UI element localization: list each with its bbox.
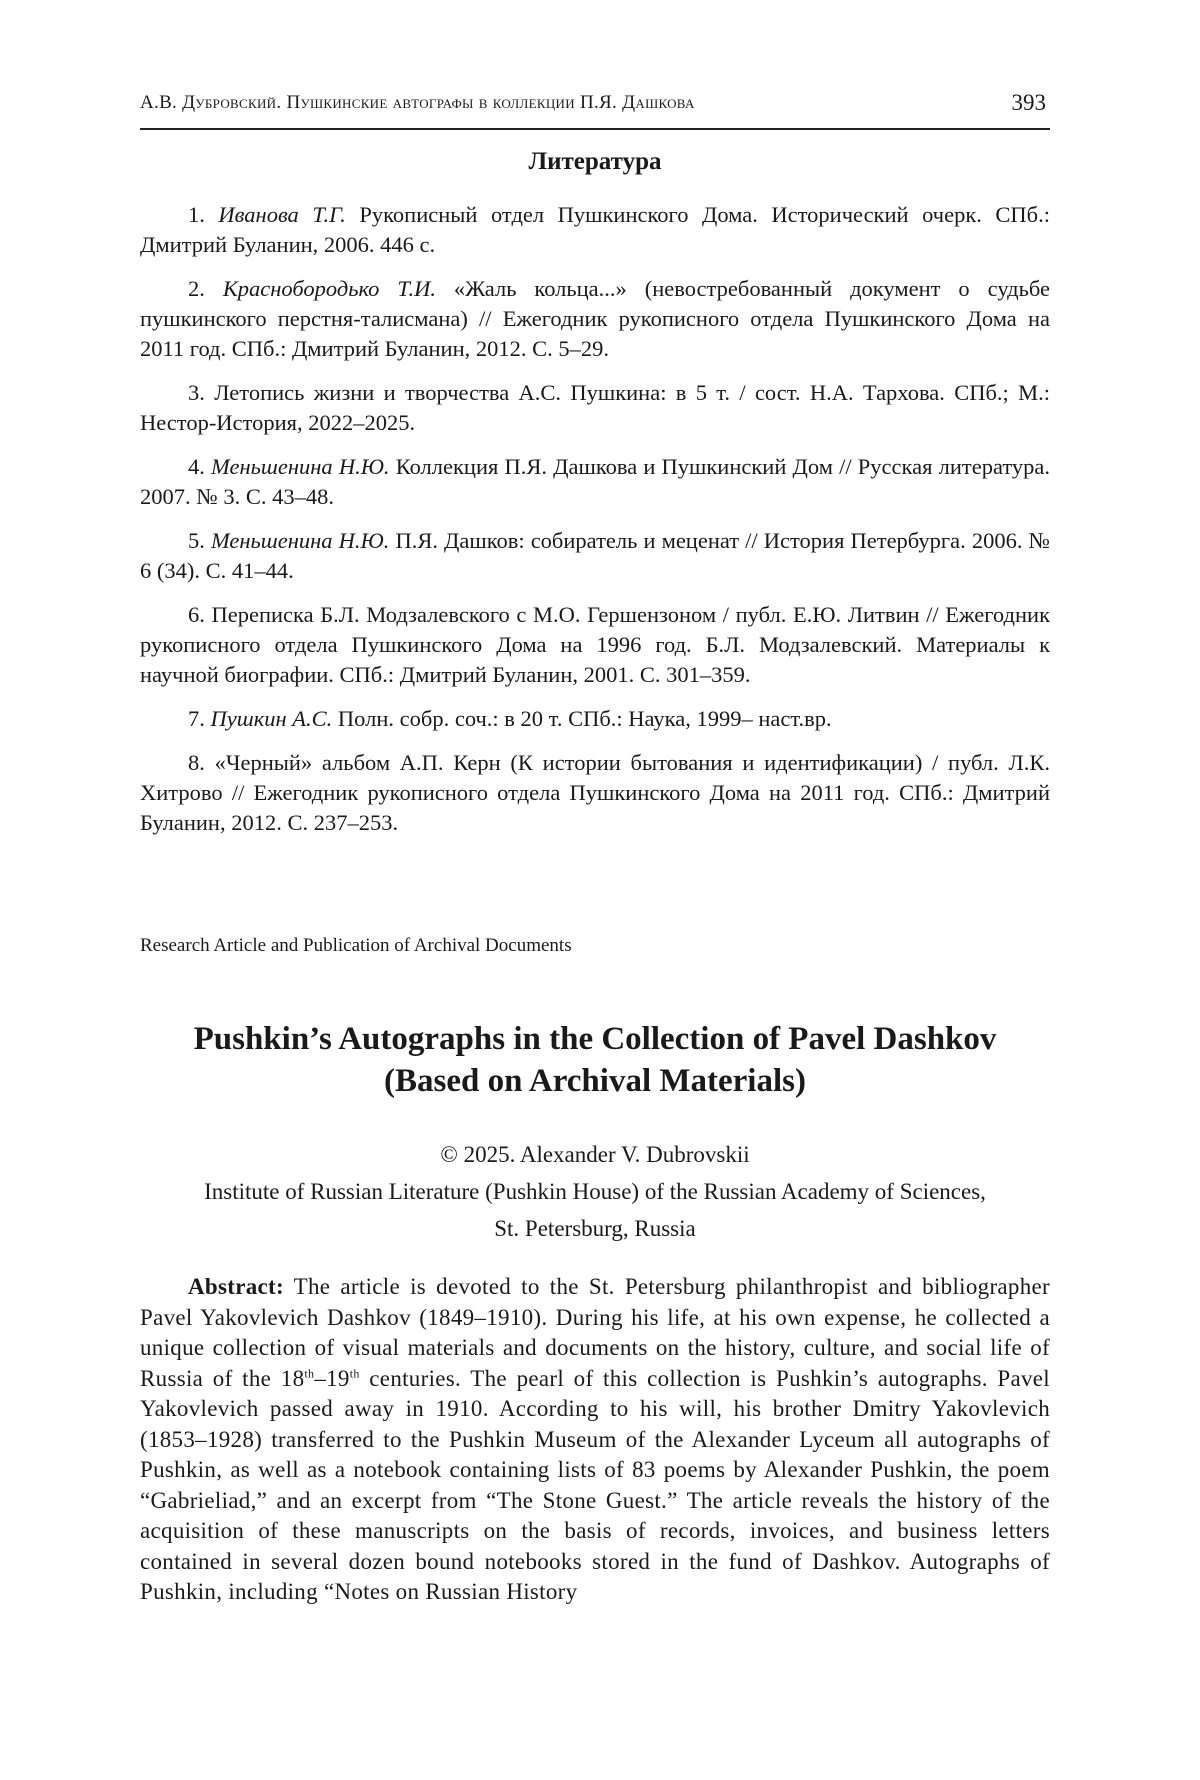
superscript: th xyxy=(304,1365,315,1380)
reference-author: Меньшенина Н.Ю. xyxy=(210,528,390,553)
reference-text: Летопись жизни и творчества А.С. Пушкина: в 5 т. / сост. Н.А. Тархова. СПб.; М.: Нестор-История, 2022–2025. xyxy=(140,380,1051,435)
reference-author: Краснобородько Т.И. xyxy=(222,276,436,301)
reference-number: 5. xyxy=(188,528,205,553)
reference-author: Меньшенина Н.Ю. xyxy=(211,454,390,479)
article-title xyxy=(140,1018,1050,1102)
abstract xyxy=(140,1272,1050,1608)
reference-list xyxy=(140,200,1050,852)
article-type-label: Research Article and Publication of Archival Documents xyxy=(140,935,572,956)
running-header xyxy=(140,92,1050,130)
reference-text: Рукописный отдел Пушкинского Дома. Исторический очерк. СПб.: Дмитрий Буланин, 2006. 446 с. xyxy=(140,202,1051,257)
reference-number: 4. xyxy=(188,454,205,479)
superscript: th xyxy=(349,1365,360,1380)
author-block xyxy=(140,1136,1050,1247)
reference-number: 1. xyxy=(188,202,205,227)
reference-number: 2. xyxy=(188,276,205,301)
abstract-text: The article is devoted to the St. Petersburg philanthropist and bibliographer Pavel Yakovlevich Dashkov (1849–1910). During his life, at his own expense, he collected a unique collection of visual materials and documents on the history, culture, and social life of Russia of the 18 xyxy=(140,1274,1050,1391)
reference-item xyxy=(140,378,1050,438)
abstract-text: –19 xyxy=(314,1365,350,1391)
running-title: А.В. Дубровский. Пушкинские автографы в коллекции П.Я. Дашкова xyxy=(140,92,695,113)
reference-item xyxy=(140,704,1050,734)
reference-text: П.Я. Дашков: собиратель и меценат // История Петербурга. 2006. № 6 (34). С. 41–44. xyxy=(140,528,1050,583)
reference-number: 7. xyxy=(188,706,205,731)
reference-number: 6. xyxy=(188,602,205,627)
reference-item xyxy=(140,200,1050,260)
reference-text: «Жаль кольца...» (невостребованный документ о судьбе пушкинского перстня-талисмана) // Ежегодник рукописного отдела Пушкинского Дома на 2011 год. СПб.: Дмитрий Буланин, 2012. С. 5–29. xyxy=(140,276,1051,361)
reference-author: Иванова Т.Г. xyxy=(218,202,346,227)
reference-text: Коллекция П.Я. Дашкова и Пушкинский Дом // Русская литература. 2007. № 3. С. 43–48. xyxy=(140,454,1050,509)
reference-item xyxy=(140,526,1050,586)
article-title-line: Pushkin’s Autographs in the Collection of Pavel Dashkov xyxy=(193,1021,997,1057)
reference-item xyxy=(140,600,1050,690)
reference-item xyxy=(140,452,1050,512)
page-number: 393 xyxy=(1011,90,1046,115)
reference-author: Пушкин А.С. xyxy=(210,706,333,731)
reference-item xyxy=(140,748,1050,838)
abstract-label: Abstract: xyxy=(188,1274,284,1299)
reference-item xyxy=(140,274,1050,364)
affiliation-line: Institute of Russian Literature (Pushkin House) of the Russian Academy of Sciences, xyxy=(204,1179,986,1204)
affiliation-line: St. Petersburg, Russia xyxy=(494,1216,696,1241)
reference-text: Переписка Б.Л. Модзалевского с М.О. Гершензоном / публ. Е.Ю. Литвин // Ежегодник рукописного отдела Пушкинского Дома на 1996 год. Б.Л. Модзалевский. Материалы к научной биографии. СПб.: Дмитрий Буланин, 2001. С. 301–359. xyxy=(140,602,1050,687)
literature-heading: Литература xyxy=(528,148,662,175)
reference-number: 3. xyxy=(188,380,205,405)
abstract-text: centuries. The pearl of this collection is Pushkin’s autographs. Pavel Yakovlevich passed away in 1910. According to his will, his brother Dmitry Yakovlevich (1853–1928) transferred to the Pushkin Museum of the Alexander Lyceum all autographs of Pushkin, as well as a notebook containing lists of 83 poems by Alexander Pushkin, the poem “Gabrieliad,” and an excerpt from “The Stone Guest.” The article reveals the history of the acquisition of these manuscripts on the basis of records, invoices, and business letters contained in several dozen bound notebooks stored in the fund of Dashkov. Autographs of Pushkin, including “Notes on Russian History xyxy=(140,1365,1050,1604)
author-line: © 2025. Alexander V. Dubrovskii xyxy=(440,1142,750,1167)
reference-text: Полн. собр. соч.: в 20 т. СПб.: Наука, 1999– наст.вр. xyxy=(332,706,832,731)
reference-text: «Черный» альбом А.П. Керн (К истории бытования и идентификации) / публ. Л.К. Хитрово // Ежегодник рукописного отдела Пушкинского Дома на 2011 год. СПб.: Дмитрий Буланин, 2012. С. 237–253. xyxy=(140,750,1051,835)
reference-number: 8. xyxy=(188,750,205,775)
article-title-line: (Based on Archival Materials) xyxy=(384,1063,806,1099)
